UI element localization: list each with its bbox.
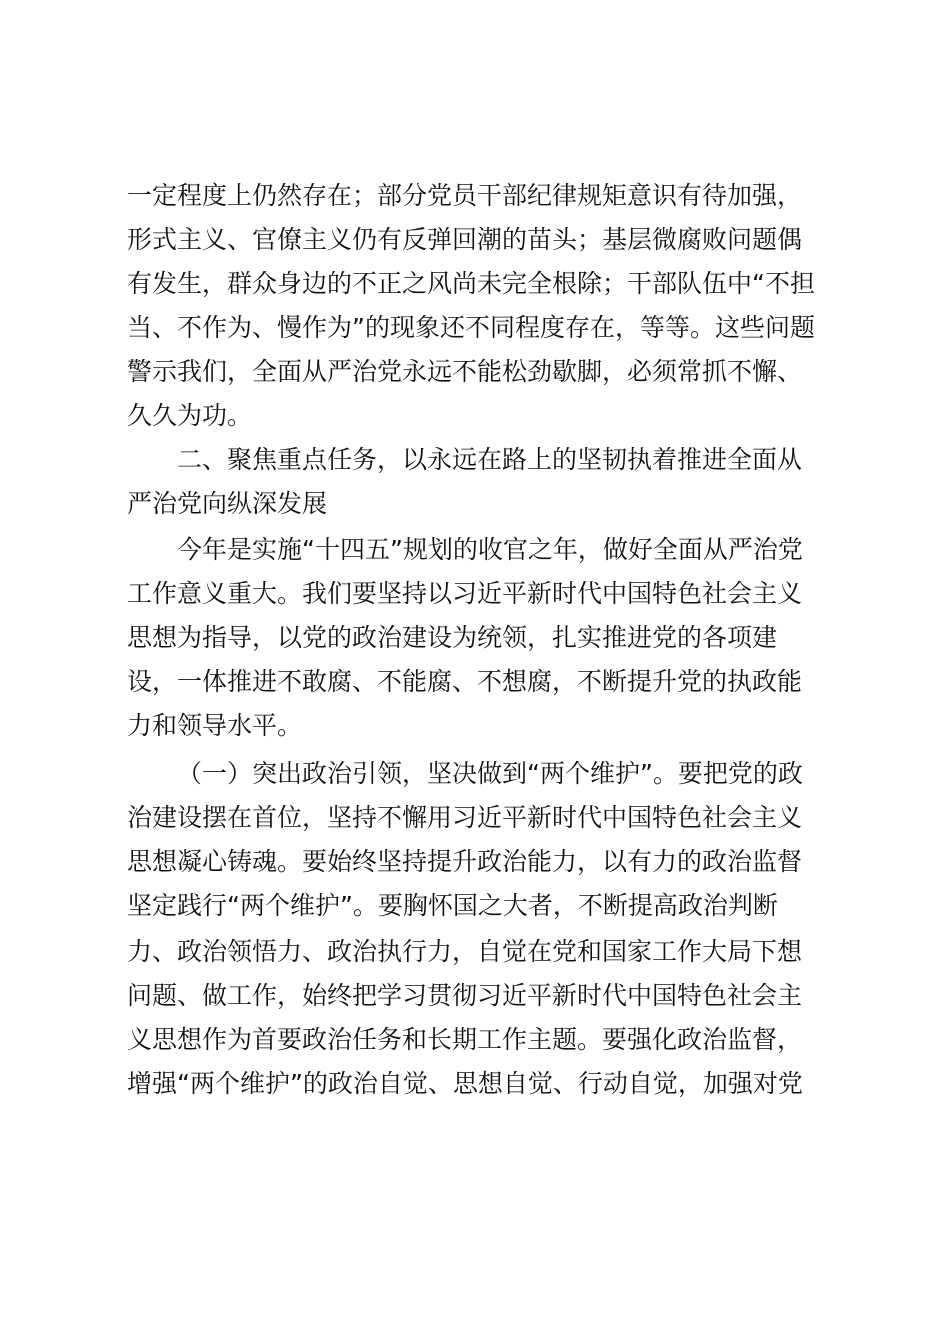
paragraph-2-line-1: 今年是实施“十四五”规划的收官之年，做好全面从严治党	[177, 535, 803, 564]
paragraph-3-line-8: 增强“两个维护”的政治自觉、思想自觉、行动自觉，加强对党	[127, 1069, 803, 1098]
paragraph-3-line-1: （一）突出政治引领，坚决做到“两个维护”。要把党的政	[177, 759, 803, 788]
paragraph-2-line-4: 设，一体推进不敢腐、不能腐、不想腐，不断提升党的执政能	[127, 667, 803, 696]
paragraph-3-line-4: 坚定践行“两个维护”。要胸怀国之大者，不断提高政治判断	[127, 891, 778, 920]
paragraph-1-line-2: 形式主义、官僚主义仍有反弹回潮的苗头；基层微腐败问题偶	[127, 225, 803, 254]
paragraph-2-line-2: 工作意义重大。我们要坚持以习近平新时代中国特色社会主义	[127, 579, 803, 608]
paragraph-3-line-3: 思想凝心铸魂。要始终坚持提升政治能力，以有力的政治监督	[127, 847, 803, 876]
paragraph-3-line-2: 治建设摆在首位，坚持不懈用习近平新时代中国特色社会主义	[127, 803, 803, 832]
paragraph-1-line-1: 一定程度上仍然存在；部分党员干部纪律规矩意识有待加强，	[127, 181, 803, 210]
paragraph-2-line-5: 力和领导水平。	[127, 711, 303, 740]
paragraph-2-line-3: 思想为指导，以党的政治建设为统领，扎实推进党的各项建	[127, 623, 778, 652]
paragraph-3-line-7: 义思想作为首要政治任务和长期工作主题。要强化政治监督，	[127, 1025, 803, 1054]
paragraph-1-line-4: 当、不作为、慢作为”的现象还不同程度存在，等等。这些问题	[127, 313, 815, 342]
paragraph-1-line-5: 警示我们，全面从严治党永远不能松劲歇脚，必须常抓不懈、	[127, 357, 803, 386]
section-heading-2-line-1: 二、聚焦重点任务，以永远在路上的坚韧执着推进全面从	[177, 445, 803, 474]
paragraph-1-line-6: 久久为功。	[127, 401, 253, 430]
paragraph-3-line-5: 力、政治领悟力、政治执行力，自觉在党和国家工作大局下想	[127, 937, 803, 966]
paragraph-1-line-3: 有发生，群众身边的不正之风尚未完全根除；干部队伍中“不担	[127, 269, 815, 298]
section-heading-2-line-2: 严治党向纵深发展	[127, 489, 328, 518]
paragraph-3-line-6: 问题、做工作，始终把学习贯彻习近平新时代中国特色社会主	[127, 981, 803, 1010]
